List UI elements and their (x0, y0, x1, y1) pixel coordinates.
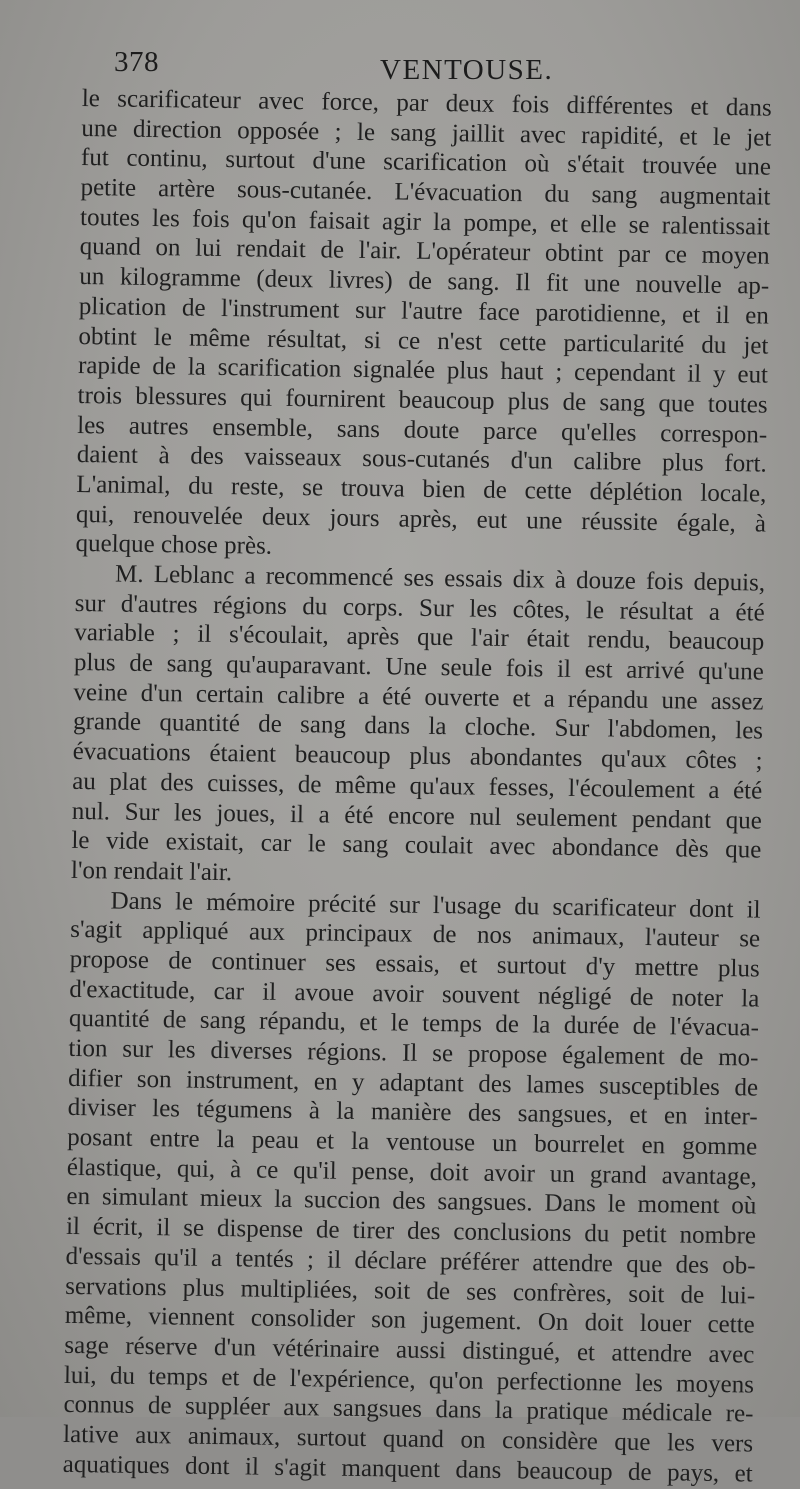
page-header (114, 46, 774, 86)
text-line: au plat des cuisses, de même qu'aux fesses, l'écoulement a été (72, 767, 763, 805)
page-number: 378 (114, 46, 159, 78)
text-line: sage réserve d'un vétérinaire aussi distingué, et attendre avec (64, 1331, 755, 1369)
text-line: petite artère sous-cutanée. L'évacuation du sang augmentait (80, 174, 771, 211)
text-line: même, viennent consolider son jugement. On doit louer cette (64, 1302, 755, 1339)
body-text (63, 84, 772, 1489)
text-line: veine d'un certain calibre a été ouverte et a répandu une assez (73, 678, 764, 716)
text-line: une direction opposée ; le sang jaillit avec rapidité, et le jet (81, 114, 772, 152)
text-line: fut continu, surtout d'une scarification où s'était trouvée une (80, 144, 772, 182)
text-line: trois blessures qui fournirent beaucoup plus de sang que toutes (77, 381, 768, 419)
text-line: quand on lui rendait de l'air. L'opérateur obtint par ce moyen (79, 233, 770, 271)
text-line: diviser les tégumens à la manière des sangsues, et en inter- (67, 1094, 758, 1131)
text-line: qui, renouvelée deux jours après, eut une réussite égale, à (75, 500, 767, 538)
text-line: il écrit, il se dispense de tirer des conclusions du petit nombre (65, 1213, 757, 1250)
text-line: propose de continuer ses essais, et surtout d'y mettre plus (69, 945, 760, 983)
text-line: évacuations étaient beaucoup plus abondantes qu'aux côtes ; (72, 738, 763, 775)
text-line: variable ; il s'écoulait, après que l'air était rendu, beaucoup (74, 619, 765, 656)
text-line: M. Leblanc a recommencé ses essais dix à douze fois depuis, (114, 560, 766, 597)
text-line: d'essais qu'il a tentés ; il déclare préférer attendre que des ob- (65, 1242, 756, 1280)
text-line: Dans le mémoire précité sur l'usage du scarificateur dont il (110, 887, 761, 924)
text-line: quelque chose près. (75, 530, 273, 561)
text-line: sur d'autres régions du corps. Sur les côtes, le résultat a été (74, 589, 765, 627)
text-line: un kilogramme (deux livres) de sang. Il fit une nouvelle ap- (79, 263, 770, 300)
text-line: aquatiques dont il s'agit manquent dans beaucoup de pays, et (62, 1450, 753, 1488)
text-line: quantité de sang répandu, et le temps de la durée de l'évacua- (68, 1005, 760, 1042)
text-line: posant entre la peau et la ventouse un bourrelet en gomme (67, 1123, 758, 1161)
text-line: plus de sang qu'auparavant. Une seule fois il est arrivé qu'une (73, 649, 765, 686)
text-line: l'on rendait l'air. (70, 856, 233, 887)
text-line: difier son instrument, en y adaptant des lames susceptibles de (67, 1064, 759, 1102)
text-line: connus de suppléer aux sangsues dans la pratique médicale re- (63, 1391, 754, 1428)
text-line: plication de l'instrument sur l'autre face parotidienne, et il en (78, 292, 770, 330)
text-line: le vide existait, car le sang coulait avec abondance dès que (71, 827, 762, 864)
text-line: obtint le même résultat, si ce n'est cette particularité du jet (78, 322, 769, 360)
text-line: en simulant mieux la succion des sangsues. Dans le moment où (66, 1183, 757, 1220)
text-line: les autres ensemble, sans doute parce qu'elles correspon- (77, 411, 768, 449)
text-line: nul. Sur les joues, il a été encore nul seulement pendant que (71, 797, 762, 835)
text-line: rapide de la scarification signalée plus haut ; cependant il y eut (77, 352, 769, 389)
text-line: lui, du temps et de l'expérience, qu'on perfectionne les moyens (63, 1361, 755, 1399)
text-line: grande quantité de sang dans la cloche. Sur l'abdomen, les (72, 708, 764, 746)
text-line: s'agit appliqué aux principaux de nos animaux, l'auteur se (70, 916, 761, 953)
text-line: daient à des vaisseaux sous-cutanés d'un calibre plus fort. (76, 441, 767, 478)
text-line: élastique, qui, à ce qu'il pense, doit avoir un grand avantage, (66, 1153, 757, 1191)
text-line: L'animal, du reste, se trouva bien de cette déplétion locale, (76, 470, 767, 508)
text-line: tion sur les diverses régions. Il se propose également de mo- (68, 1034, 759, 1072)
text-line: lative aux animaux, surtout quand on considère que les vers (62, 1420, 754, 1458)
running-head: VENTOUSE. (380, 54, 554, 86)
text-line: le scarificateur avec force, par deux fois différentes et dans (81, 84, 772, 122)
text-line: d'exactitude, car il avoue avoir souvent négligé de noter la (69, 975, 760, 1013)
text-line: servations plus multipliées, soit de ses confrères, soit de lui- (65, 1272, 756, 1310)
text-line: toutes les fois qu'on faisait agir la pompe, et elle se ralentissait (79, 203, 771, 241)
